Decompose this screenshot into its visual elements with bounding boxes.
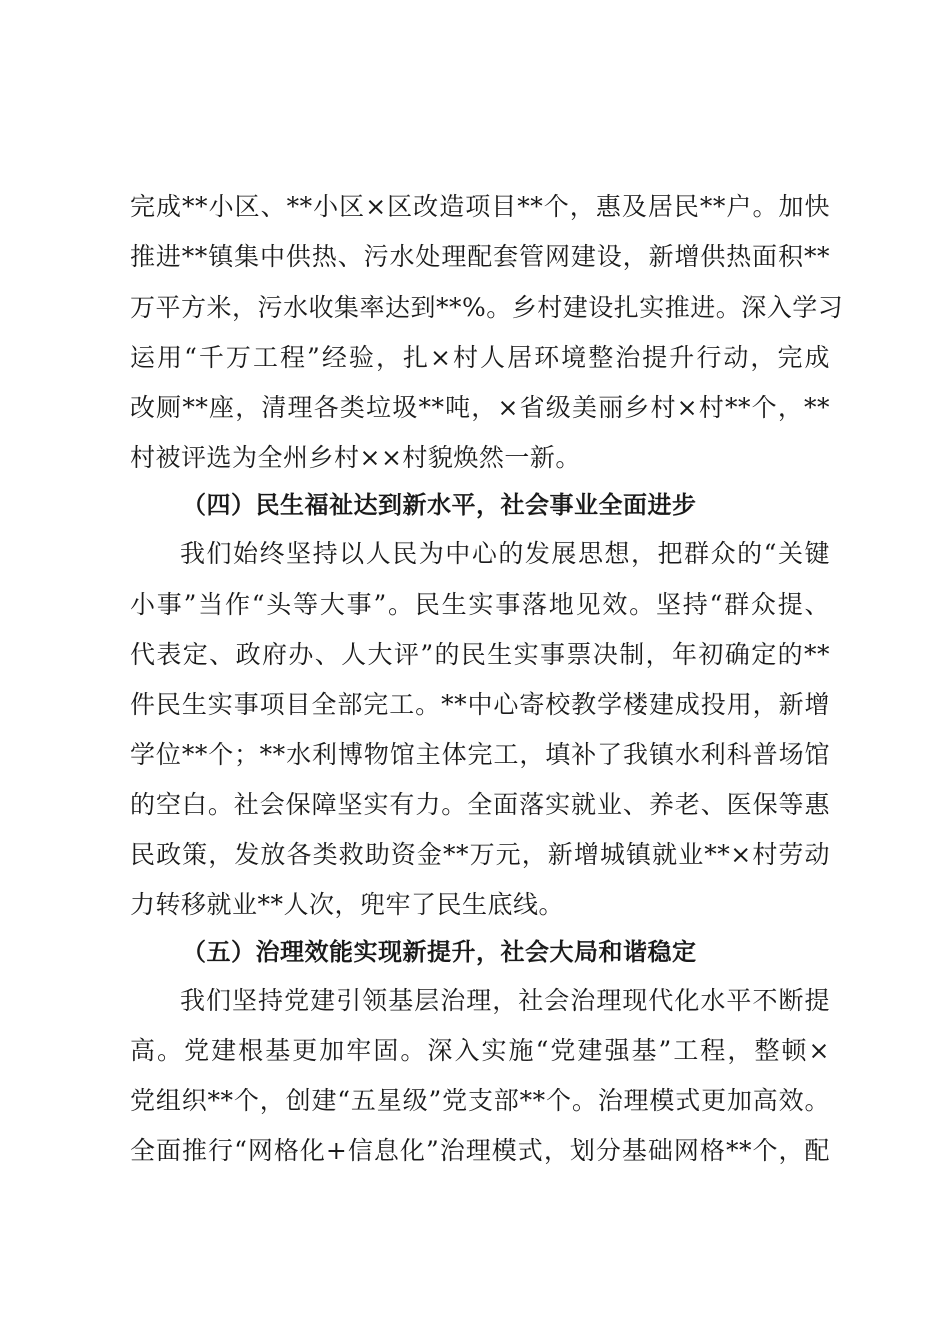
body-text-line: 民政策，发放各类救助资金**万元，新增城镇就业**×村劳动 [130, 840, 830, 869]
body-text-line: 的空白。社会保障坚实有力。全面落实就业、养老、医保等惠 [130, 790, 830, 819]
section-heading-4: （四）民生福祉达到新水平，社会事业全面进步 [182, 491, 697, 519]
body-text-line: 小事”当作“头等大事”。民生实事落地见效。坚持“群众提、 [130, 590, 830, 619]
body-text-line: 学位**个；**水利博物馆主体完工，填补了我镇水利科普场馆 [130, 740, 830, 769]
body-text-line: 改厕**座，清理各类垃圾**吨，×省级美丽乡村×村**个，** [130, 393, 830, 422]
body-text-line: 村被评选为全州乡村××村貌焕然一新。 [130, 443, 581, 472]
body-text-line: 万平方米，污水收集率达到**%。乡村建设扎实推进。深入学习 [130, 293, 844, 322]
body-text-line: 党组织**个，创建“五星级”党支部**个。治理模式更加高效。 [130, 1086, 830, 1115]
body-text-line: 完成**小区、**小区×区改造项目**个，惠及居民**户。加快 [130, 192, 830, 221]
body-text-line: 件民生实事项目全部完工。**中心寄校教学楼建成投用，新增 [130, 690, 830, 719]
body-text-line: 全面推行“网格化+信息化”治理模式，划分基础网格**个，配 [130, 1136, 830, 1165]
body-text-line: 力转移就业**人次，兜牢了民生底线。 [130, 890, 565, 919]
body-text-line: 运用“千万工程”经验，扎×村人居环境整治提升行动，完成 [130, 343, 830, 372]
body-text-line: 推进**镇集中供热、污水处理配套管网建设，新增供热面积** [130, 242, 830, 271]
paragraph-first-line: 我们始终坚持以人民为中心的发展思想，把群众的“关键 [180, 539, 830, 568]
body-text-line: 高。党建根基更加牢固。深入实施“党建强基”工程，整顿× [130, 1036, 830, 1065]
paragraph-first-line: 我们坚持党建引领基层治理，社会治理现代化水平不断提 [180, 986, 830, 1015]
body-text-line: 代表定、政府办、人大评”的民生实事票决制，年初确定的** [130, 640, 830, 669]
section-heading-5: （五）治理效能实现新提升，社会大局和谐稳定 [182, 938, 697, 966]
